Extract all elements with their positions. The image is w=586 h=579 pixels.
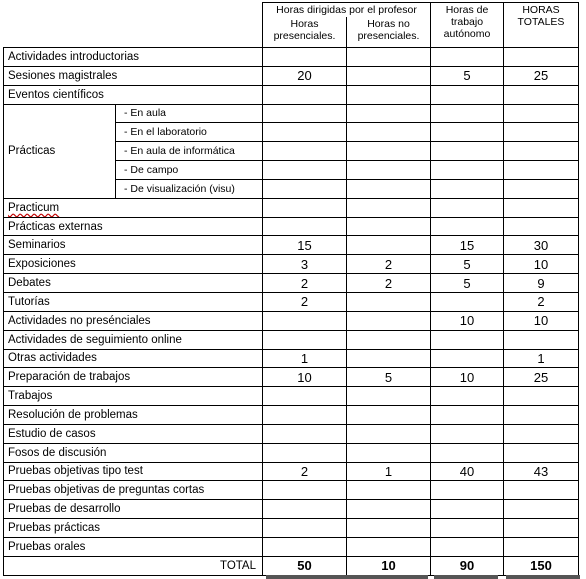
hours-cell-total (504, 330, 579, 349)
hours-cell-auto (431, 443, 504, 462)
activity-label-text: Eventos científicos (8, 88, 104, 101)
hours-cell-pres: 10 (263, 368, 347, 387)
hours-cell-auto: 10 (431, 368, 504, 387)
hours-cell-pres (263, 387, 347, 406)
activity-row-exposiciones (4, 255, 579, 274)
hours-cell-nopres (347, 481, 431, 500)
activity-label-text: Pruebas orales (8, 540, 86, 553)
hours-cell-auto: 15 (431, 236, 504, 255)
hours-cell-total (504, 519, 579, 538)
activity-label (4, 387, 263, 406)
hours-cell-pres: 2 (263, 292, 347, 311)
hours-cell-auto (431, 349, 504, 368)
hours-cell-total: 43 (504, 462, 579, 481)
activity-label-text: Preparación de trabajos (8, 371, 131, 384)
activity-row-trabajos (4, 387, 579, 406)
header-empty-cell (4, 3, 263, 48)
activity-row-cortas (4, 481, 579, 500)
footer-bar (506, 575, 580, 579)
hours-cell-nopres (347, 537, 431, 556)
activity-row-intro (4, 48, 579, 67)
hours-cell-pres: 1 (263, 349, 347, 368)
hours-cell-nopres (347, 387, 431, 406)
hours-cell-nopres (347, 217, 431, 236)
activity-row-test (4, 462, 579, 481)
activity-label-text: Actividades no presénciales (8, 314, 151, 327)
hours-cell-auto: 5 (431, 255, 504, 274)
hours-cell-nopres (347, 236, 431, 255)
practicas-sub-label: - En aula (116, 104, 263, 123)
practicas-label: Prácticas (4, 104, 116, 198)
hours-cell-auto (431, 519, 504, 538)
activity-label-text: Pruebas objetivas de preguntas cortas (8, 484, 205, 497)
activity-label-text: Actividades introductorias (8, 50, 140, 63)
hours-cell-pres (263, 519, 347, 538)
hours-cell-pres (263, 481, 347, 500)
hours-cell-empty (263, 142, 347, 161)
activity-label (4, 66, 263, 85)
hours-cell-auto (431, 424, 504, 443)
hours-cell-empty (431, 104, 504, 123)
hours-cell-auto: 5 (431, 274, 504, 293)
total-hours: 150 (504, 556, 579, 575)
hours-cell-empty (263, 179, 347, 198)
hours-cell-pres (263, 330, 347, 349)
hours-cell-empty (504, 161, 579, 180)
header-row-1 (4, 3, 579, 18)
activity-row-desarrollo (4, 500, 579, 519)
hours-cell-total: 25 (504, 66, 579, 85)
activity-label-text: Otras actividades (8, 352, 97, 365)
activity-row-magistrales (4, 66, 579, 85)
hours-cell-total (504, 500, 579, 519)
activity-label (4, 500, 263, 519)
activity-row-tutorias (4, 292, 579, 311)
header-directed-hours: Horas dirigidas por el profesor (263, 3, 431, 18)
hours-cell-total (504, 85, 579, 104)
hours-cell-empty (347, 142, 431, 161)
hours-cell-total (504, 217, 579, 236)
hours-cell-nopres (347, 424, 431, 443)
hours-cell-empty (431, 161, 504, 180)
hours-cell-empty (504, 104, 579, 123)
hours-cell-nopres: 2 (347, 274, 431, 293)
hours-table-container (3, 2, 579, 576)
hours-cell-auto (431, 500, 504, 519)
activity-row-seminarios (4, 236, 579, 255)
hours-cell-total (504, 406, 579, 425)
hours-cell-auto: 40 (431, 462, 504, 481)
activity-label (4, 274, 263, 293)
hours-cell-total (504, 443, 579, 462)
hours-cell-auto (431, 198, 504, 217)
hours-cell-total: 10 (504, 255, 579, 274)
header-autonomous-hours: Horas de trabajo autónomo (431, 3, 504, 48)
activity-label-text: Practicum (8, 201, 60, 214)
hours-cell-auto (431, 406, 504, 425)
hours-cell-empty (263, 161, 347, 180)
hours-cell-nopres (347, 66, 431, 85)
hours-cell-total (504, 424, 579, 443)
practicas-sub-label: - En aula de informática (116, 142, 263, 161)
activity-row-pr_practicas (4, 519, 579, 538)
practicas-subrow (4, 104, 579, 123)
hours-cell-nopres (347, 406, 431, 425)
hours-cell-total: 25 (504, 368, 579, 387)
hours-cell-auto (431, 292, 504, 311)
activity-row-casos (4, 424, 579, 443)
activity-row-resolucion (4, 406, 579, 425)
hours-cell-nopres (347, 48, 431, 67)
hours-cell-total (504, 198, 579, 217)
hours-cell-pres (263, 48, 347, 67)
activity-label (4, 311, 263, 330)
header-non-presential-hours: Horas no presenciales. (347, 17, 431, 48)
hours-cell-auto (431, 330, 504, 349)
hours-cell-nopres (347, 85, 431, 104)
header-total-hours: HORAS TOTALES (504, 3, 579, 48)
hours-cell-nopres (347, 500, 431, 519)
hours-cell-pres (263, 443, 347, 462)
hours-cell-nopres (347, 443, 431, 462)
activity-label-text: Actividades de seguimiento online (8, 333, 182, 346)
hours-cell-total (504, 537, 579, 556)
hours-cell-pres (263, 424, 347, 443)
hours-cell-pres (263, 85, 347, 104)
hours-cell-pres (263, 198, 347, 217)
hours-cell-total (504, 48, 579, 67)
activity-label-text: Resolución de problemas (8, 408, 138, 421)
activity-label (4, 443, 263, 462)
hours-cell-empty (347, 123, 431, 142)
activity-label (4, 255, 263, 274)
activity-label (4, 519, 263, 538)
activity-label (4, 198, 263, 217)
hours-cell-empty (347, 161, 431, 180)
activity-label (4, 537, 263, 556)
activity-label (4, 368, 263, 387)
hours-distribution-table (3, 2, 579, 576)
activity-row-practicum (4, 198, 579, 217)
hours-cell-empty (263, 123, 347, 142)
activity-row-otras (4, 349, 579, 368)
activity-row-seguimiento (4, 330, 579, 349)
hours-cell-nopres (347, 330, 431, 349)
hours-cell-auto (431, 537, 504, 556)
total-presential: 50 (263, 556, 347, 575)
hours-cell-pres: 3 (263, 255, 347, 274)
activity-label-text: Tutorías (8, 295, 50, 308)
hours-cell-auto (431, 481, 504, 500)
hours-cell-empty (504, 179, 579, 198)
activity-label (4, 406, 263, 425)
total-non-presential: 10 (347, 556, 431, 575)
activity-row-fosos (4, 443, 579, 462)
hours-cell-empty (263, 104, 347, 123)
hours-cell-nopres: 1 (347, 462, 431, 481)
activity-row-debates (4, 274, 579, 293)
hours-cell-nopres (347, 292, 431, 311)
activity-label (4, 462, 263, 481)
activity-row-preparacion (4, 368, 579, 387)
activity-label-text: Debates (8, 277, 51, 290)
activity-label (4, 330, 263, 349)
activity-label (4, 217, 263, 236)
hours-cell-auto (431, 85, 504, 104)
total-label: TOTAL (4, 556, 263, 575)
hours-cell-nopres: 5 (347, 368, 431, 387)
total-row (4, 556, 579, 575)
hours-cell-total: 10 (504, 311, 579, 330)
hours-cell-empty (431, 123, 504, 142)
hours-cell-total: 1 (504, 349, 579, 368)
practicas-sub-label: - En el laboratorio (116, 123, 263, 142)
footer-bar (434, 575, 498, 579)
hours-cell-total (504, 481, 579, 500)
hours-cell-pres (263, 500, 347, 519)
hours-cell-pres (263, 406, 347, 425)
hours-cell-empty (504, 142, 579, 161)
activity-label (4, 349, 263, 368)
activity-label-text: Seminarios (8, 239, 66, 252)
activity-label-text: Pruebas de desarrollo (8, 503, 121, 516)
hours-cell-total: 30 (504, 236, 579, 255)
footer-bar (266, 575, 428, 579)
activity-label (4, 424, 263, 443)
hours-cell-auto (431, 48, 504, 67)
activity-label-text: Fosos de discusión (8, 446, 107, 459)
hours-cell-nopres: 2 (347, 255, 431, 274)
hours-cell-auto (431, 217, 504, 236)
hours-cell-pres (263, 217, 347, 236)
activity-label-text: Estudio de casos (8, 427, 96, 440)
hours-cell-nopres (347, 198, 431, 217)
activity-label-text: Prácticas externas (8, 220, 103, 233)
activity-row-eventos (4, 85, 579, 104)
activity-label-text: Sesiones magistrales (8, 69, 118, 82)
activity-label (4, 292, 263, 311)
activity-label-text: Pruebas objetivas tipo test (8, 465, 143, 478)
activity-label (4, 85, 263, 104)
hours-cell-pres: 2 (263, 274, 347, 293)
hours-cell-total (504, 387, 579, 406)
hours-cell-auto: 5 (431, 66, 504, 85)
hours-cell-empty (431, 179, 504, 198)
activity-row-externas (4, 217, 579, 236)
hours-cell-empty (431, 142, 504, 161)
hours-cell-nopres (347, 519, 431, 538)
hours-cell-empty (347, 104, 431, 123)
hours-cell-pres: 20 (263, 66, 347, 85)
hours-cell-total: 9 (504, 274, 579, 293)
activity-label (4, 481, 263, 500)
activity-label-text: Pruebas prácticas (8, 522, 101, 535)
activity-label-text: Trabajos (8, 390, 53, 403)
hours-cell-pres (263, 311, 347, 330)
activity-label (4, 48, 263, 67)
hours-cell-nopres (347, 311, 431, 330)
activity-label (4, 236, 263, 255)
page-bottom-edge (0, 574, 586, 579)
hours-cell-pres (263, 537, 347, 556)
hours-cell-total: 2 (504, 292, 579, 311)
hours-cell-pres: 2 (263, 462, 347, 481)
hours-cell-nopres (347, 349, 431, 368)
hours-cell-auto (431, 387, 504, 406)
hours-cell-empty (347, 179, 431, 198)
practicas-sub-label: - De visualización (visu) (116, 179, 263, 198)
hours-cell-empty (504, 123, 579, 142)
hours-cell-auto: 10 (431, 311, 504, 330)
activity-label-text: Exposiciones (8, 258, 76, 271)
hours-cell-pres: 15 (263, 236, 347, 255)
activity-row-nopres (4, 311, 579, 330)
practicas-sub-label: - De campo (116, 161, 263, 180)
total-autonomous: 90 (431, 556, 504, 575)
header-presential-hours: Horas presenciales. (263, 17, 347, 48)
activity-row-orales (4, 537, 579, 556)
